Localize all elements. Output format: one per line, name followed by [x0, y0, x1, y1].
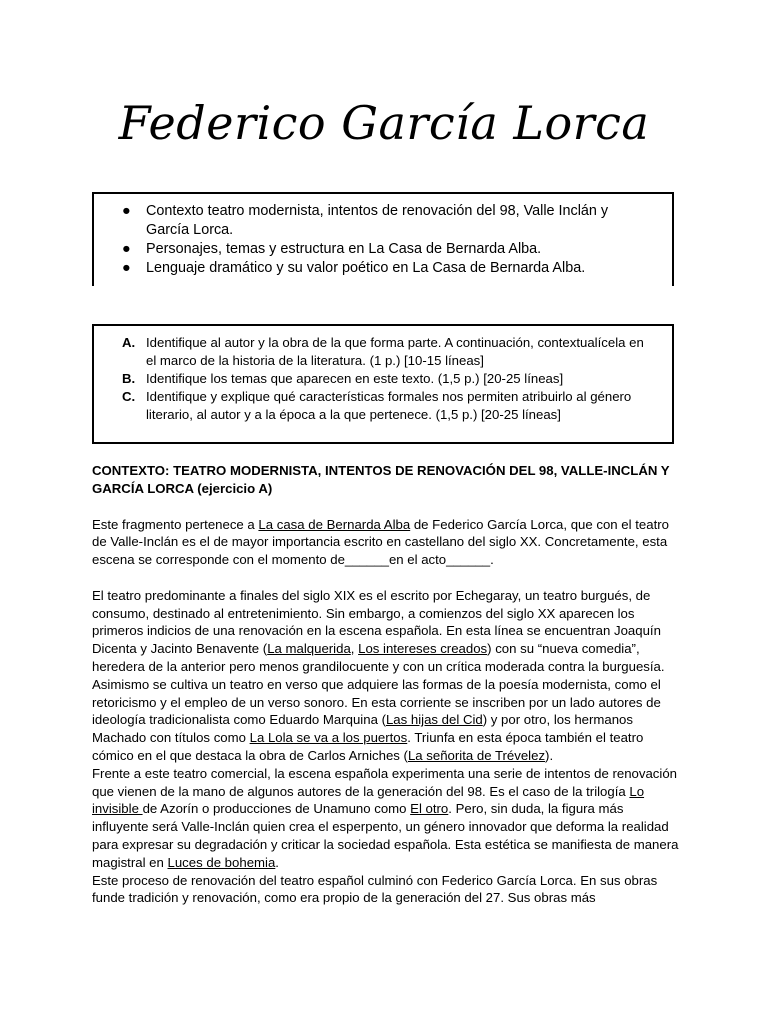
work-title: Luces de bohemia [167, 854, 276, 870]
work-title: Las hijas del Cid [385, 712, 483, 728]
work-title: Lo invisible [92, 783, 645, 817]
topics-list [94, 194, 672, 278]
work-title: Los intereses creados [358, 641, 488, 657]
paragraph: Frente a este teatro comercial, la escena española experimenta una serie de intentos de renovación que vienen de la mano de algunos autores de la generación del 98. Es el caso de la trilogía Lo invisible de Azorín o producciones de Unamuno como El otro. Pero, sin duda, la figura más influyente será Valle-Inclán quien crea el esperpento, un género innovador que deforma la realidad para expresar su degradación y criticar la sociedad española. Esta estética se manifiesta de manera magistral en Luces de bohemia. [92, 765, 679, 870]
paragraph: Este fragmento pertenece a La casa de Bernarda Alba de Federico García Lorca, que con el teatro de Valle-Inclán es el de mayor importancia escrito en castellano del siglo XX. Concretamente, esta escena se corresponde con el momento de______en el acto______. [92, 516, 669, 568]
list-item: C. Identifique y explique qué características formales nos permiten atribuirlo al género literario, al autor y a la época a la que pertenece. (1,5 p.) [20-25 líneas] [122, 389, 632, 422]
document-body [92, 462, 682, 907]
topics-box [92, 192, 674, 286]
paragraph: El teatro predominante a finales del siglo XIX es el escrito por Echegaray, un teatro burgués, de consumo, destinado al entretenimiento. Sin embargo, a comienzos del siglo XX aparecen los primeros indicios de una renovación en la escena española. En esta línea se encuentran Joaquín Dicenta y Jacinto Benavente (La malquerida, Los intereses creados) con su “nueva comedia”, heredera de la anterior pero menos grandilocuente y con un crítica moderada contra la burguesía. Asimismo se cultiva un teatro en verso que adquiere las formas de la poesía modernista, como el retoricismo y el empleo de un verso sonoro. En esta corriente se inscriben por un lado autores de ideología tradicionalista como Eduardo Marquina (Las hijas del Cid) y por otro, los hermanos Machado con títulos como La Lola se va a los puertos. Triunfa en esta época también el teatro cómico en el que destaca la obra de Carlos Arniches (La señorita de Trévelez). [92, 587, 665, 763]
bullet-icon: ● [122, 260, 131, 276]
task-letter: B. [122, 371, 136, 386]
bullet-icon: ● [122, 241, 131, 257]
list-item: A. Identifique al autor y la obra de la que forma parte. A continuación, contextualícela en el marco de la historia de la literatura. (1 p.) [10-15 líneas] [122, 335, 644, 368]
task-letter: A. [122, 335, 136, 350]
work-title: La malquerida [267, 641, 351, 657]
work-title: La señorita de Trévelez [407, 747, 546, 763]
list-item: ● Personajes, temas y estructura en La Casa de Bernarda Alba. [122, 241, 542, 257]
work-title: El otro [410, 801, 449, 817]
tasks-box [92, 324, 674, 444]
bullet-icon: ● [122, 203, 131, 219]
tasks-list [94, 326, 672, 424]
list-item: B. Identifique los temas que aparecen en este texto. (1,5 p.) [20-25 líneas] [122, 371, 564, 386]
page-title: Federico García Lorca [118, 96, 650, 150]
paragraph: Este proceso de renovación del teatro español culminó con Federico García Lorca. En sus obras funde tradición y renovación, como era propio de la generación del 27. Sus obras más [92, 872, 658, 906]
list-item: ● Contexto teatro modernista, intentos de renovación del 98, Valle Inclán y García Lorca. [122, 203, 609, 238]
work-title: La casa de Bernarda Alba [258, 516, 411, 532]
list-item: ● Lenguaje dramático y su valor poético en La Casa de Bernarda Alba. [122, 260, 586, 276]
section-heading: CONTEXTO: TEATRO MODERNISTA, INTENTOS DE RENOVACIÓN DEL 98, VALLE-INCLÁN Y GARCÍA LORCA (ejercicio A) [92, 463, 670, 496]
task-letter: C. [122, 389, 136, 404]
work-title: La Lola se va a los puertos [249, 730, 408, 746]
